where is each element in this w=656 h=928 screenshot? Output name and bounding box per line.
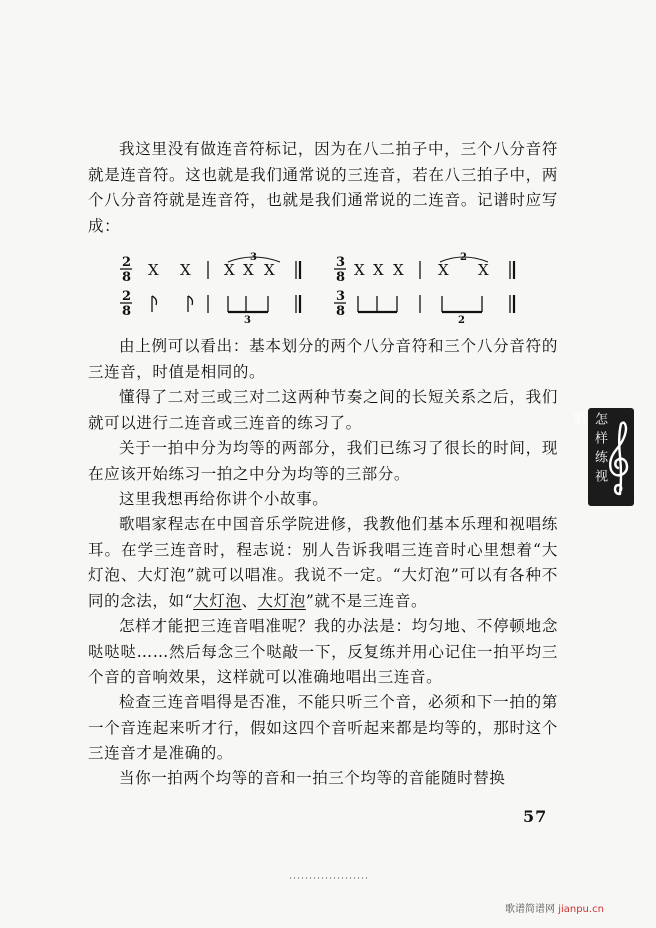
rhythm-example [118, 252, 538, 324]
watermark-url: jianpu.cn [558, 904, 604, 915]
note-x: X [393, 261, 404, 279]
beamed-triplet [228, 296, 268, 312]
beamed-duplet [442, 296, 482, 312]
page-number: 57 [523, 807, 548, 826]
time-sig-den-2: 8 [336, 304, 346, 319]
tuplet-number-2: 2 [458, 315, 465, 324]
time-sig-den-1: 8 [122, 304, 132, 319]
note-x: X [224, 261, 235, 279]
tuplet-number-3: 3 [244, 315, 251, 324]
watermark-site: 歌谱简谱网 [505, 904, 555, 915]
paragraph-5: 这里我想再给你讲个小故事。 [119, 490, 329, 508]
chapter-side-tab [570, 408, 634, 506]
paragraph-6 [88, 512, 558, 614]
note-x: X [373, 261, 384, 279]
paragraph-6-text: 歌唱家程志在中国音乐学院进修，我教他们基本乐理和视唱练耳。在学三连音时，程志说：别人告诉我唱三连音时心里想着“大灯泡、大灯泡”就可以唱准。我说不一定。“大灯泡”可以有各种不同的念法，如“ [88, 515, 558, 610]
paragraph-6-tail: ”就不是三连音。 [305, 591, 428, 610]
note-x: X [438, 261, 449, 279]
paragraph-8: 检查三连音唱得是否准，不能只听三个音，必须和下一拍的第一个音连起来听才行，假如这四个音听起来都是均等的，那时这个三连音才是准确的。 [88, 693, 558, 762]
note-x: X [243, 261, 254, 279]
paragraph-7: 怎样才能把三连音唱准呢？我的办法是：均匀地、不停顿地念哒哒哒……然后每念三个哒敲一下，反复练并用心记住一拍平均三个音的音响效果，这样就可以准确地唱出三连音。 [88, 617, 558, 686]
note-x: X [264, 261, 275, 279]
beamed-three-eighths [358, 296, 397, 312]
eighth-note [152, 296, 157, 312]
tuplet-number-2: 2 [460, 252, 467, 263]
time-sig-den-1: 8 [122, 270, 132, 285]
note-x: X [354, 261, 365, 279]
side-tab-label: 怎样练视唱 [570, 412, 607, 488]
time-sig-num-1: 2 [122, 289, 132, 304]
underlined-phrase-1: 大灯泡 [193, 591, 242, 610]
treble-clef-icon [606, 416, 632, 502]
footer-dots [290, 877, 370, 879]
paragraph-2: 由上例可以看出：基本划分的两个八分音符和三个八分音符的三连音，时值是相同的。 [88, 337, 558, 381]
paragraph-9: 当你一拍两个均等的音和一拍三个均等的音能随时替换 [119, 769, 506, 787]
watermark [505, 900, 604, 915]
time-sig-num-1: 2 [122, 255, 132, 270]
underlined-phrase-2: 大灯泡 [257, 591, 306, 610]
rhythm-example-svg [118, 252, 538, 324]
note-x: X [180, 261, 191, 279]
paragraph-4: 关于一拍中分为均等的两部分，我们已练习了很长的时间，现在应该开始练习一拍之中分为均等的三部分。 [88, 439, 558, 483]
time-sig-den-2: 8 [336, 270, 346, 285]
eighth-note [188, 296, 193, 312]
time-sig-num-2: 3 [336, 255, 346, 270]
time-sig-num-2: 3 [336, 289, 346, 304]
note-x: X [148, 261, 159, 279]
separator: 、 [241, 591, 258, 610]
note-x: X [478, 261, 489, 279]
paragraph-3: 懂得了二对三或三对二这两种节奏之间的长短关系之后，我们就可以进行二连音或三连音的练习了。 [88, 388, 558, 432]
tuplet-number-3: 3 [250, 252, 257, 263]
paragraph-1: 我这里没有做连音符标记，因为在八二拍子中，三个八分音符就是连音符。这也就是我们通常说的三连音，若在八三拍子中，两个八分音符就是连音符，也就是我们通常说的二连音。记谱时应写成： [88, 140, 558, 235]
